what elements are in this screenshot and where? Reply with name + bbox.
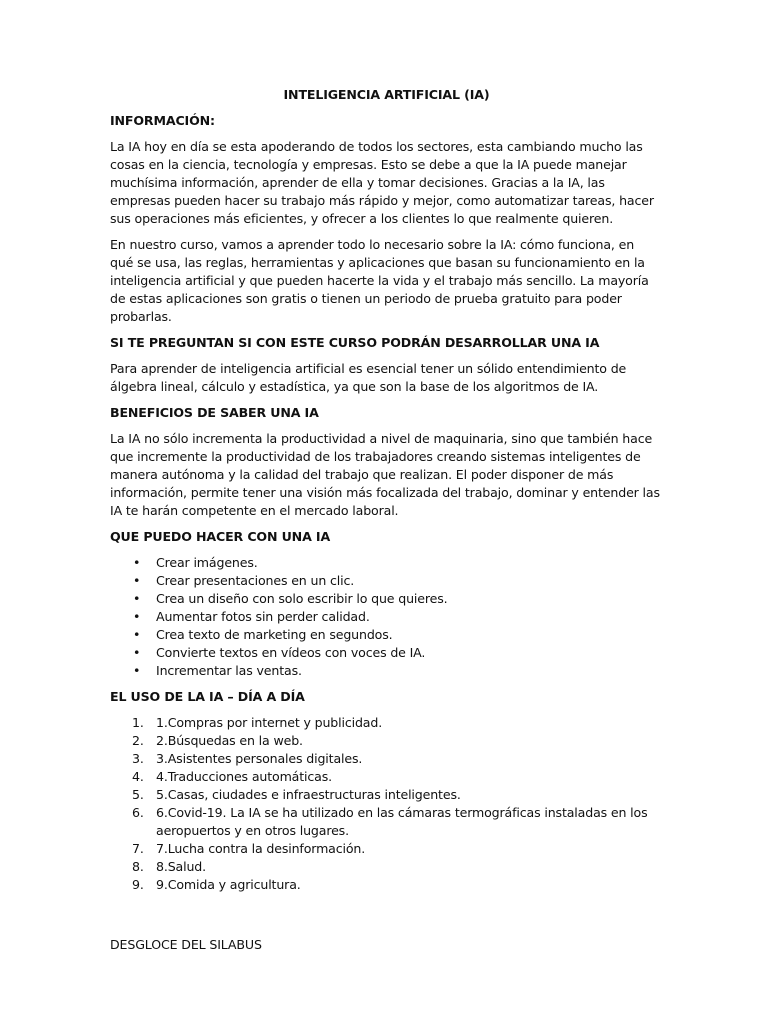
list-item — [110, 840, 660, 858]
list-item-text: Incrementar las ventas. — [156, 663, 302, 678]
document-title: INTELIGENCIA ARTIFICIAL (IA) — [283, 87, 490, 102]
bullet-icon: • — [133, 609, 141, 624]
list-item — [110, 804, 660, 840]
uses-heading: QUE PUEDO HACER CON UNA IA — [110, 529, 331, 544]
list-item — [110, 714, 660, 732]
daily-heading: EL USO DE LA IA – DÍA A DÍA — [110, 689, 305, 704]
bullet-icon: • — [133, 663, 141, 678]
list-item — [110, 786, 660, 804]
list-item-text: 3.Asistentes personales digitales. — [156, 751, 363, 766]
list-item-text: 2.Búsquedas en la web. — [156, 733, 303, 748]
list-item — [110, 732, 660, 750]
list-item — [110, 554, 660, 572]
info-heading: INFORMACIÓN: — [110, 113, 215, 128]
bullet-icon: • — [133, 591, 141, 606]
develop-paragraph: Para aprender de inteligencia artificial es esencial tener un sólido entendimiento de álgebra lineal, cálculo y estadística, ya que son la base de los algoritmos de IA. — [110, 361, 627, 394]
info-paragraph-1: La IA hoy en día se esta apoderando de todos los sectores, esta cambiando mucho las cosas en la ciencia, tecnología y empresas. Esto se debe a que la IA puede manejar muchísima información, aprender de ella y tomar decisiones. Gracias a la IA, las empresas pueden hacer su trabajo más rápido y mejor, como automatizar tareas, hacer sus operaciones más eficientes, y ofrecer a los clientes lo que realmente quieren. — [110, 139, 654, 226]
list-item-text: Crea texto de marketing en segundos. — [156, 627, 393, 642]
list-number: 4. — [132, 769, 144, 784]
list-item — [110, 572, 660, 590]
list-item-text: 1.Compras por internet y publicidad. — [156, 715, 383, 730]
list-number: 6. — [132, 805, 144, 820]
develop-heading: SI TE PREGUNTAN SI CON ESTE CURSO PODRÁN DESARROLLAR UNA IA — [110, 335, 600, 350]
bullet-icon: • — [133, 555, 141, 570]
list-number: 7. — [132, 841, 144, 856]
list-item — [110, 626, 660, 644]
list-item-text: Crear presentaciones en un clic. — [156, 573, 355, 588]
list-item-text: Crear imágenes. — [156, 555, 258, 570]
list-item — [110, 662, 660, 680]
list-item-text: 6.Covid-19. La IA se ha utilizado en las cámaras termográficas instaladas en los aeropuertos y en otros lugares. — [156, 805, 648, 838]
syllabus-footer: DESGLOCE DEL SILABUS — [110, 937, 262, 952]
list-item-text: Aumentar fotos sin perder calidad. — [156, 609, 370, 624]
list-number: 1. — [132, 715, 144, 730]
list-number: 2. — [132, 733, 144, 748]
info-paragraph-2: En nuestro curso, vamos a aprender todo lo necesario sobre la IA: cómo funciona, en qué se usa, las reglas, herramientas y aplicaciones que basan su funcionamiento en la inteligencia artificial y que pueden hacerte la vida y el trabajo más sencillo. La mayoría de estas aplicaciones son gratis o tienen un periodo de prueba gratuito para poder probarlas. — [110, 237, 649, 324]
list-item — [110, 590, 660, 608]
list-item-text: 8.Salud. — [156, 859, 207, 874]
list-item-text: 7.Lucha contra la desinformación. — [156, 841, 366, 856]
bullet-icon: • — [133, 573, 141, 588]
benefits-heading: BENEFICIOS DE SABER UNA IA — [110, 405, 319, 420]
list-item — [110, 858, 660, 876]
list-item-text: 5.Casas, ciudades e infraestructuras inteligentes. — [156, 787, 461, 802]
list-number: 8. — [132, 859, 144, 874]
list-number: 5. — [132, 787, 144, 802]
list-item-text: 9.Comida y agricultura. — [156, 877, 301, 892]
list-item-text: Convierte textos en vídeos con voces de IA. — [156, 645, 426, 660]
list-item — [110, 750, 660, 768]
daily-list — [110, 714, 660, 894]
bullet-icon: • — [133, 627, 141, 642]
list-item — [110, 768, 660, 786]
list-item — [110, 608, 660, 626]
bullet-icon: • — [133, 645, 141, 660]
list-number: 3. — [132, 751, 144, 766]
list-item — [110, 876, 660, 894]
document-page — [110, 86, 660, 954]
list-item-text: Crea un diseño con solo escribir lo que quieres. — [156, 591, 448, 606]
list-item-text: 4.Traducciones automáticas. — [156, 769, 332, 784]
benefits-paragraph: La IA no sólo incrementa la productividad a nivel de maquinaria, sino que también hace que incremente la productividad de los trabajadores creando sistemas inteligentes de manera autónoma y la calidad del trabajo que realizan. El poder disponer de más información, permite tener una visión más focalizada del trabajo, dominar y entender las IA te harán competente en el mercado laboral. — [110, 431, 660, 518]
uses-list — [110, 554, 660, 680]
list-item — [110, 644, 660, 662]
list-number: 9. — [132, 877, 144, 892]
